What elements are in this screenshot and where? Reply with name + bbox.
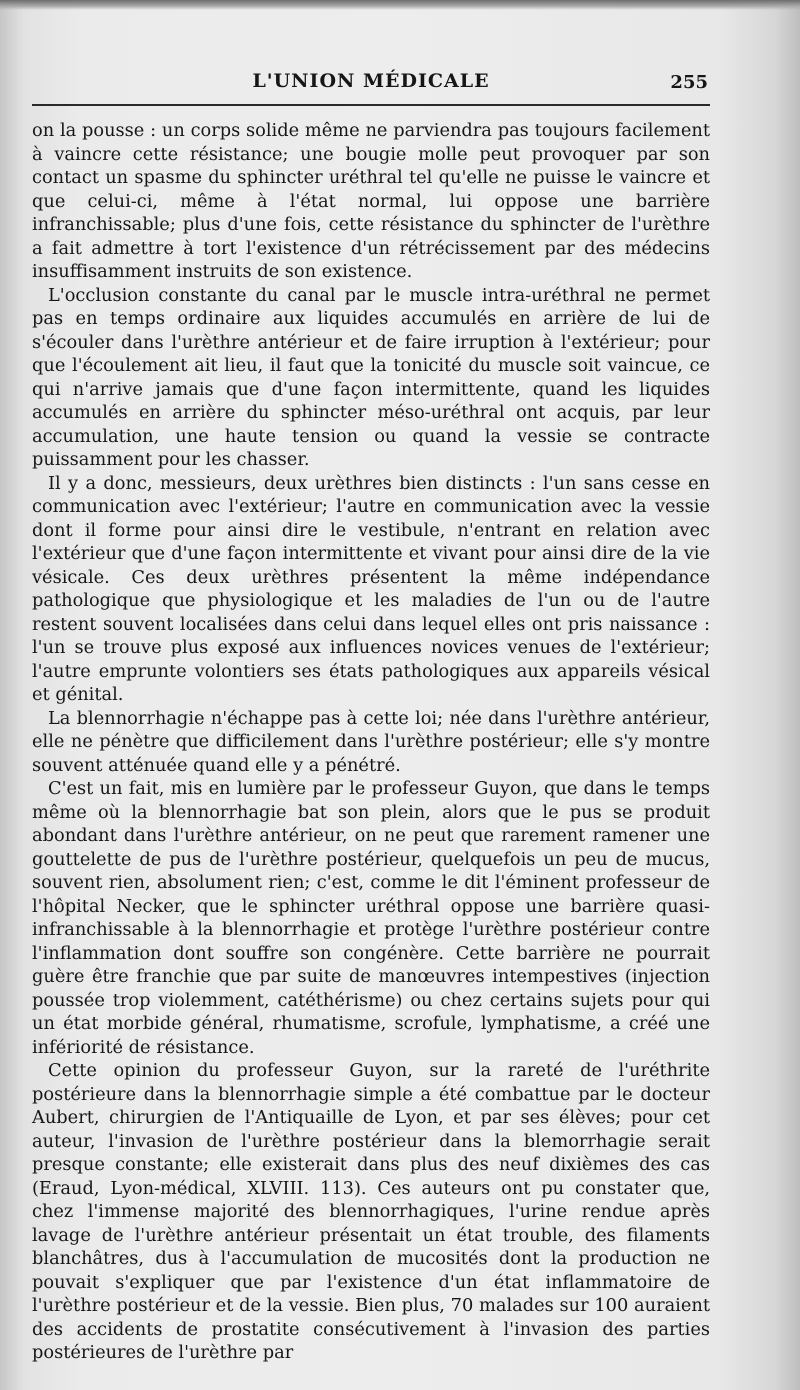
page-top-shadow [0, 0, 800, 10]
journal-title: L'UNION MÉDICALE [252, 70, 490, 92]
article-body [32, 119, 710, 1365]
paragraph-two-urethras: Il y a donc, messieurs, deux urèthres bien distincts : l'un sans cesse en communication avec l'extérieur; l'autre en communication avec la vessie dont il forme pour ainsi dire le vestibule, n'entrant en relation avec l'extérieur que d'une façon intermittente et vivant pour ainsi dire de la vie vésicale. Ces deux urèthres présentent la même indépendance pathologique que physiologique et les maladies de l'un ou de l'autre restent souvent localisées dans celui dans lequel elles ont pris naissance : l'un se trouve plus exposé aux influences novices venues de l'extérieur; l'autre emprunte volontiers ses états pathologiques aux appareils vésical et génital. [32, 472, 710, 705]
header-rule [32, 104, 710, 106]
paragraph-occlusion: L'occlusion constante du canal par le muscle intra-uréthral ne permet pas en temps ordinaire aux liquides accumulés en arrière de lui de s'écouler dans l'urèthre antérieur et de faire irruption à l'extérieur; pour que l'écoulement ait lieu, il faut que la tonicité du muscle soit vaincue, ce qui n'arrive jamais que d'une façon intermittente, quand les liquides accumulés en arrière du sphincter méso-uréthral ont acquis, par leur accumulation, une haute tension ou quand la vessie se contracte puissamment pour les chasser. [32, 284, 710, 470]
running-header [34, 66, 708, 100]
paragraph-continuation: on la pousse : un corps solide même ne parviendra pas toujours facilement à vaincre cette résistance; une bougie molle peut provoquer par son contact un spasme du sphincter uréthral tel qu'elle ne puisse le vaincre et que celui-ci, même à l'état normal, lui oppose une barrière infranchissable; plus d'une fois, cette résistance du sphincter de l'urèthre a fait admettre à tort l'existence d'un rétrécissement par des médecins insuffisamment instruits de son existence. [32, 120, 710, 282]
paragraph-guyon-fact: C'est un fait, mis en lumière par le professeur Guyon, que dans le temps même où la blennorrhagie bat son plein, alors que le pus se produit abondant dans l'urèthre antérieur, on ne peut que rarement ramener une gouttelette de pus de l'urèthre postérieur, quelquefois un peu de mucus, souvent rien, absolument rien; c'est, comme le dit l'éminent professeur de l'hôpital Necker, que le sphincter uréthral oppose une barrière quasi-infranchissable à la blennorrhagie et protège l'urèthre postérieur contre l'inflammation dont souffre son congénère. Cette barrière ne pourrait guère être franchie que par suite de manœuvres intempestives (injection poussée trop violemment, catéthérisme) ou chez certains sujets pour qui un état morbide général, rhumatisme, scrofule, lymphatisme, a créé une infériorité de résistance. [32, 778, 710, 1058]
paragraph-aubert-opinion: Cette opinion du professeur Guyon, sur la rareté de l'uréthrite postérieure dans la blennorrhagie simple a été combattue par le docteur Aubert, chirurgien de l'Antiquaille de Lyon, et par ses élèves; pour cet auteur, l'invasion de l'urèthre postérieur dans la blemorrhagie serait presque constante; elle existerait dans plus des neuf dixièmes des cas (Eraud, Lyon-médical, XLVIII. 113). Ces auteurs ont pu constater que, chez l'immense majorité des blennorrhagiques, l'urine rendue après lavage de l'urèthre antérieur présentait un état trouble, des filaments blanchâtres, dus à l'accumulation de mucosités dont la production ne pouvait s'expliquer que par l'existence d'un état inflammatoire de l'urèthre postérieur et de la vessie. Bien plus, 70 malades sur 100 auraient des accidents de prostatite consécutivement à l'invasion des parties postérieures de l'urèthre par [32, 1060, 710, 1363]
paragraph-blennorrhagia: La blennorrhagie n'échappe pas à cette loi; née dans l'urèthre antérieur, elle ne pénètre que difficilement dans l'urèthre postérieur; elle s'y montre souvent atténuée quand elle y a pénétré. [32, 707, 710, 776]
page-number: 255 [670, 72, 708, 93]
